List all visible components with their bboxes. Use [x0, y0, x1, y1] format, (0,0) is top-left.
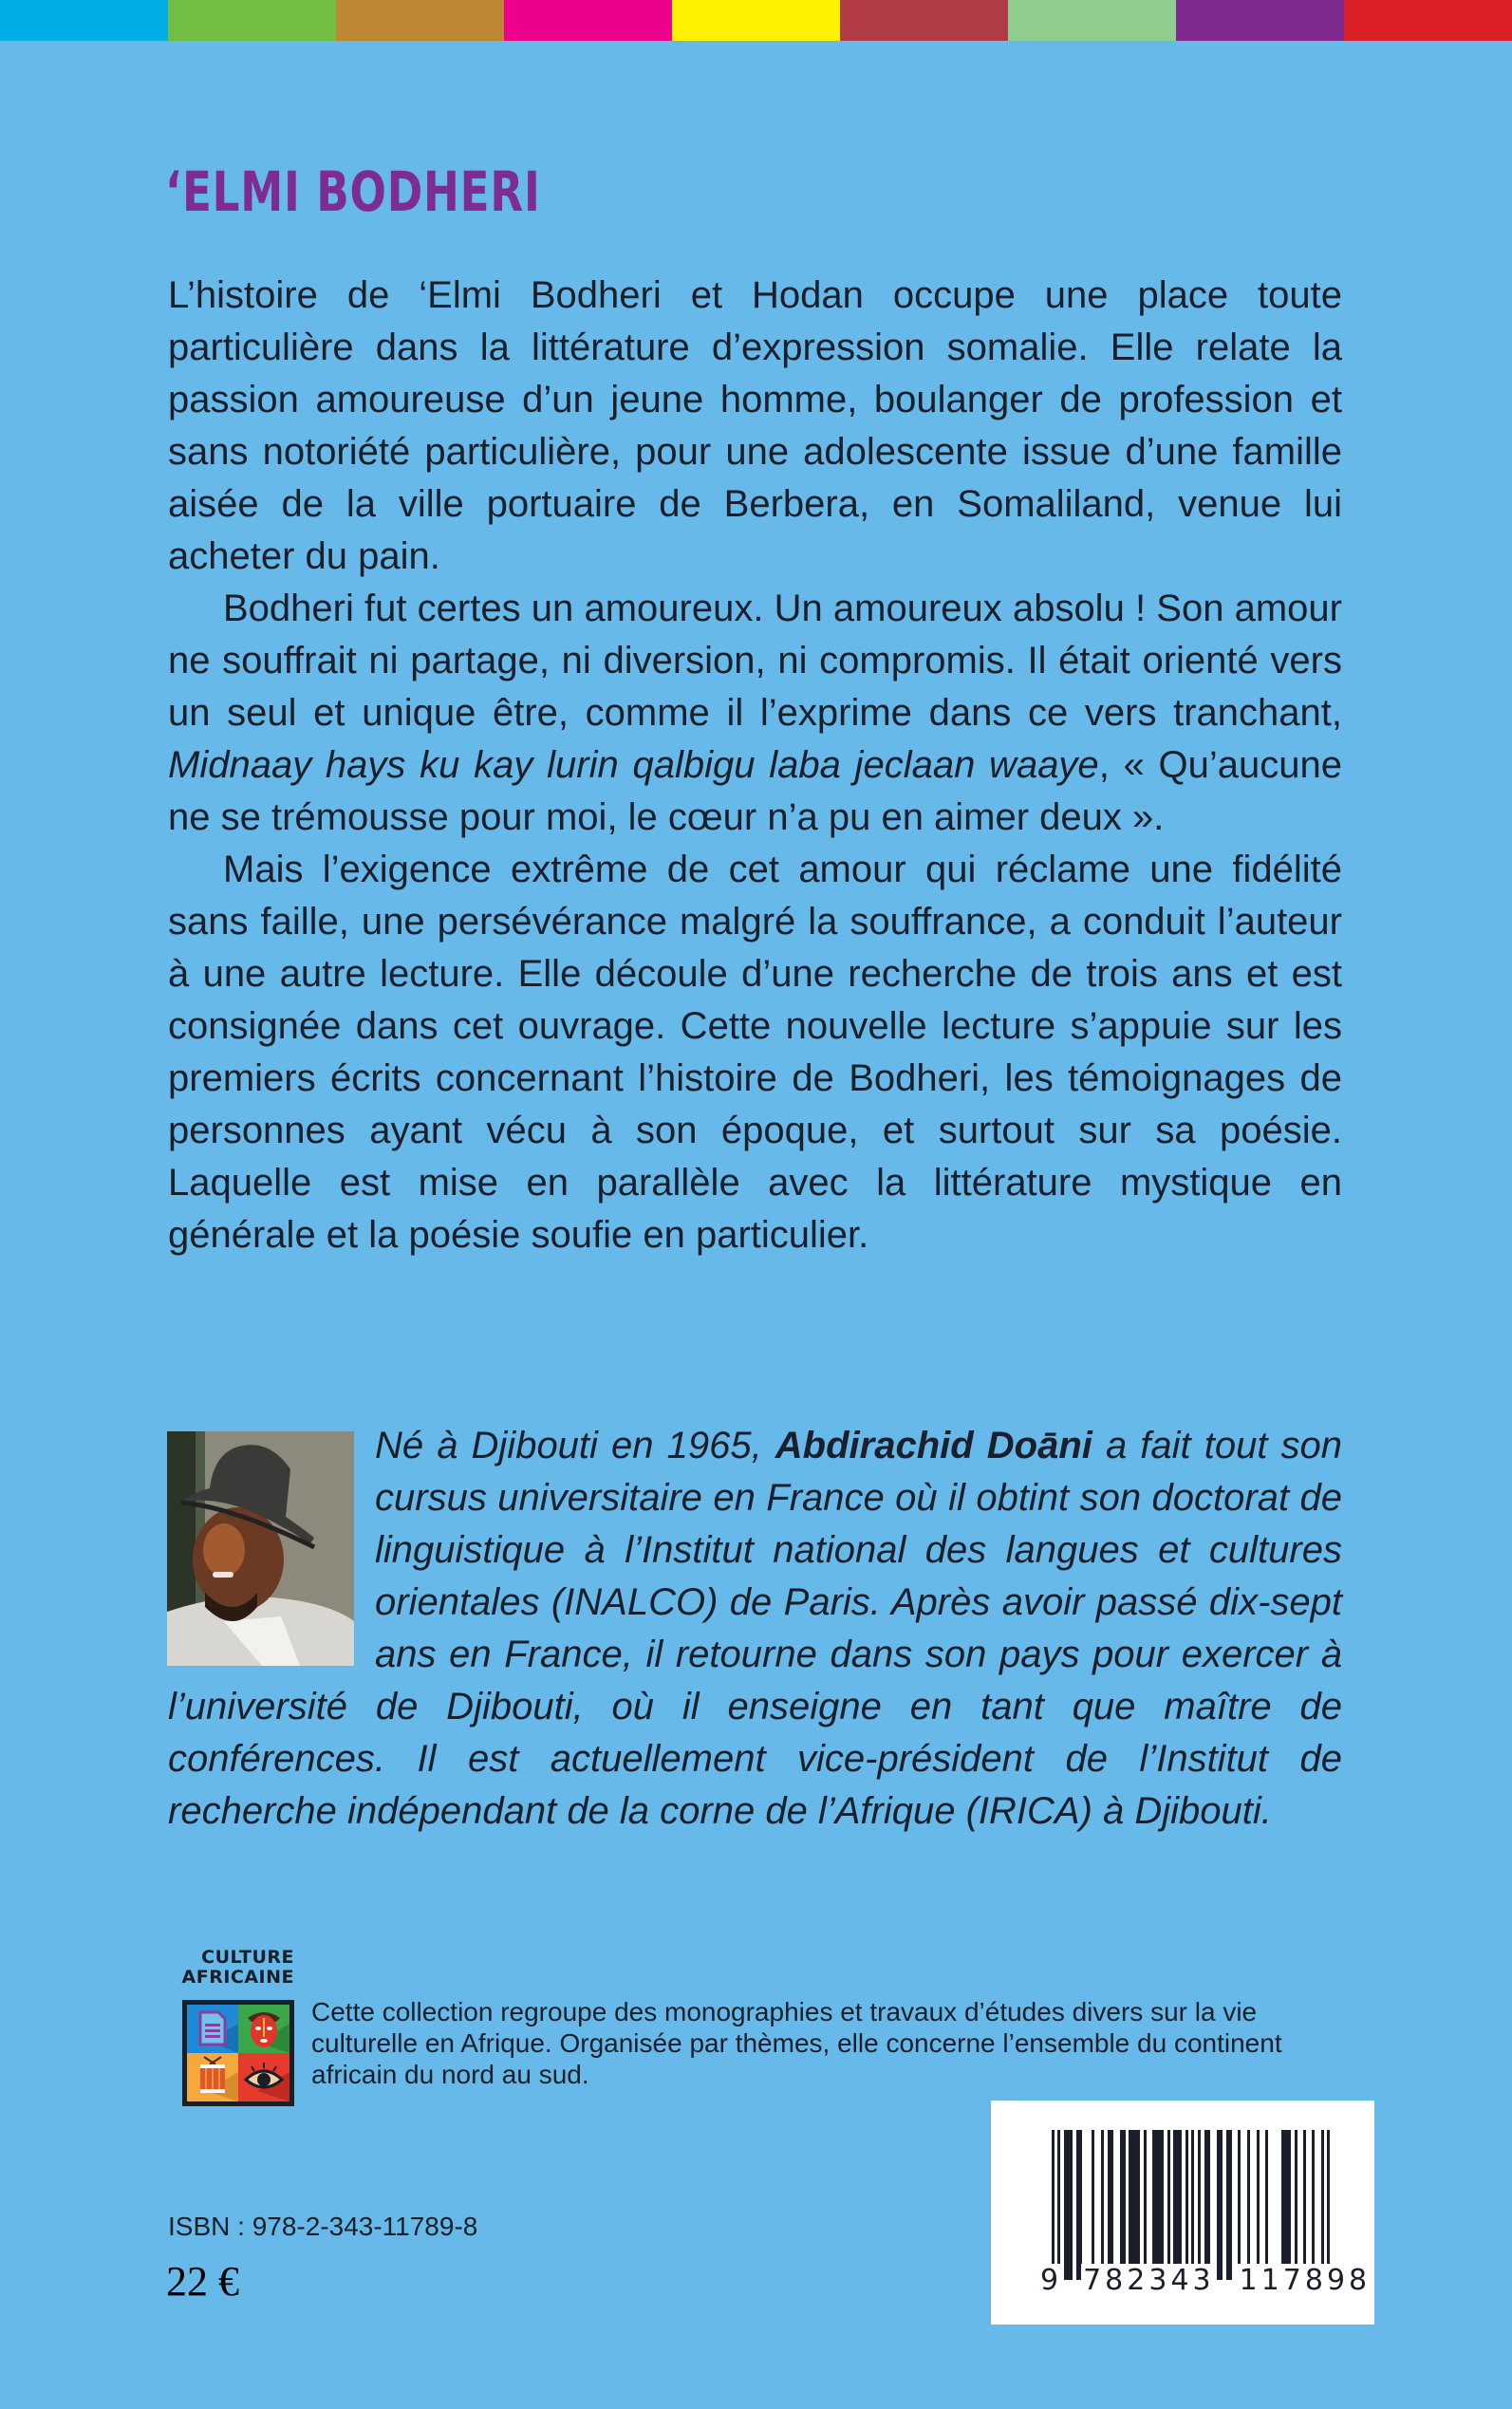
collection-label-line1: CULTURE	[201, 1947, 294, 1968]
barcode-number	[1038, 2264, 1372, 2297]
summary-paragraph-2	[168, 583, 1342, 844]
author-name: Abdirachid Doāni	[775, 1425, 1092, 1466]
collection-label-line2: AFRICAINE	[181, 1967, 294, 1988]
stripe-segment	[0, 0, 168, 41]
book-title: ‘ELMI BODHERI	[165, 159, 541, 224]
somali-verse: Midnaay hays ku kay lurin qalbigu laba jeclaan waaye	[168, 744, 1099, 786]
price: 22 €	[166, 2258, 239, 2305]
stripe-segment	[672, 0, 840, 41]
summary-text: Bodheri fut certes un amoureux. Un amoureux absolu ! Son amour ne souffrait ni partage, ni diversion, ni compromis. Il était orienté vers un seul et unique être, comme il l’exprime dans ce vers tranchant,	[168, 588, 1342, 734]
stripe-segment	[840, 0, 1008, 41]
summary-text: , « Qu’aucune ne se trémousse pour moi, le cœur n’a pu en aimer deux ».	[168, 744, 1342, 838]
eye-icon	[238, 2053, 289, 2101]
document-icon	[187, 2005, 238, 2053]
mask-icon	[238, 2005, 289, 2053]
color-stripe	[0, 0, 1512, 41]
collection-logo	[182, 2000, 294, 2106]
stripe-segment	[1008, 0, 1176, 41]
barcode-digits-right: 117898	[1239, 2264, 1372, 2297]
barcode-digits-left: 782343	[1083, 2264, 1215, 2297]
barcode	[991, 2101, 1374, 2325]
collection-label	[177, 1948, 294, 1988]
book-summary	[168, 270, 1342, 1261]
drum-icon	[187, 2053, 238, 2101]
stripe-segment	[504, 0, 672, 41]
summary-paragraph-3: Mais l’exigence extrême de cet amour qui réclame une fidélité sans faille, une persévérance malgré la souffrance, a conduit l’auteur à une autre lecture. Elle découle d’une recherche de trois ans et est consignée dans cet ouvrage. Cette nouvelle lecture s’appuie sur les premiers écrits concernant l’histoire de Bodheri, les témoignages de personnes ayant vécu à son époque, et surtout sur sa poésie. Laquelle est mise en parallèle avec la littérature mystique en générale et la poésie soufie en particulier.	[168, 849, 1342, 1256]
author-bio	[168, 1420, 1342, 1838]
isbn: ISBN : 978-2-343-11789-8	[168, 2212, 478, 2241]
stripe-segment	[336, 0, 504, 41]
bio-text: Né à Djibouti en 1965,	[375, 1425, 775, 1466]
photo-spacer	[168, 1420, 375, 1681]
stripe-segment	[168, 0, 336, 41]
barcode-digit-first: 9	[1040, 2264, 1063, 2297]
stripe-segment	[1344, 0, 1512, 41]
summary-paragraph-1: L’histoire de ‘Elmi Bodheri et Hodan occupe une place toute particulière dans la littérature d’expression somalie. Elle relate la passion amoureuse d’un jeune homme, boulanger de profession et sans notoriété particulière, pour une adolescente issue d’une famille aisée de la ville portuaire de Berbera, en Somaliland, venue lui acheter du pain.	[168, 274, 1342, 577]
collection-description: Cette collection regroupe des monographies et travaux d’études divers sur la vie culturelle en Afrique. Organisée par thèmes, elle concerne l’ensemble du continent africain du nord au sud.	[311, 1997, 1282, 2089]
bio-text: a fait tout son cursus universitaire en France où il obtint son doctorat de linguistique à l’Institut national des langues et cultures orientales (INALCO) de Paris. Après avoir passé dix-sept ans en France, il retourne dans son pays pour exercer à l’université de Djibouti, où il enseigne en tant que maître de conférences. Il est actuellement vice-président de l’Institut de recherche indépendant de la corne de l’Afrique (IRICA) à Djibouti.	[168, 1425, 1343, 1832]
stripe-segment	[1176, 0, 1344, 41]
